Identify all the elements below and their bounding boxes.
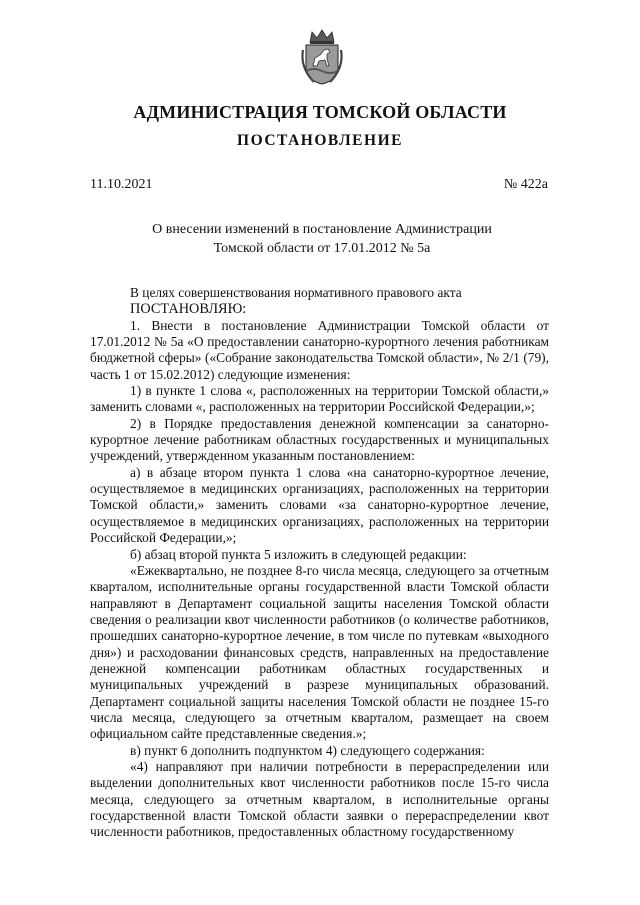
paragraph: 2) в Порядке предоставления денежной компенсации за санаторно-курортное лечение работникам областных государственных и муниципальных учреждений, утвержденном указанным постановлением:	[90, 415, 549, 464]
paragraph: 1. Внести в постановление Администрации Томской области от 17.01.2012 № 5а «О предоставлении санаторно-курортного лечения работникам бюджетной сферы» («Собрание законодательства Томской области», № 2/1 (79), часть 1 от 15.02.2012) следующие изменения:	[90, 317, 549, 382]
paragraph: а) в абзаце втором пункта 1 слова «на санаторно-курортное лечение, осуществляемое в медицинских организациях, расположенных на территории Томской области,» заменить словами «за санаторно-курортное лечение, осуществляемое в медицинских организациях, расположенных на территории Российской Федерации,»;	[90, 464, 549, 546]
paragraph: «4) направляют при наличии потребности в перераспределении или выделении дополнительных квот численности работников после 15-го числа месяца, следующего за отчетным кварталом, в исполнительные органы государственной власти Томской области заявки о перераспределении квот численности работников, предоставленных областному государственному	[90, 758, 549, 840]
organization-name: АДМИНИСТРАЦИЯ ТОМСКОЙ ОБЛАСТИ	[133, 102, 507, 122]
document-subject: О внесении изменений в постановление Администрации Томской области от 17.01.2012 № 5а	[152, 222, 492, 256]
resolve-heading: ПОСТАНОВЛЯЮ:	[130, 301, 247, 318]
preamble: В целях совершенствования нормативного правового акта	[130, 285, 462, 300]
paragraph: 1) в пункте 1 слова «, расположенных на территории Томской области,» заменить словами «, расположенных на территории Российской Федерации,»;	[90, 383, 549, 415]
paragraph: «Ежеквартально, не позднее 8-го числа месяца, следующего за отчетным кварталом, исполнительные органы государственной власти Томской области направляют в Департамент социальной защиты населения Томской области сведения о реализации квот численности работников (о количестве работников, прошедших санаторно-курортное лечение, в том числе по путевкам «выходного дня») и расходовании финансовых средств, направленных на предоставление денежной компенсации работникам областных государственных и муниципальных учреждений в разрезе муниципальных образований. Департамент социальной защиты населения Томской области не позднее 15-го числа месяца, следующего за отчетным кварталом, размещает на своем официальном сайте представленные сведения.»;	[90, 562, 549, 742]
paragraph: б) абзац второй пункта 5 изложить в следующей редакции:	[130, 546, 467, 562]
paragraph: в) пункт 6 дополнить подпунктом 4) следующего содержания:	[130, 742, 485, 758]
document-number: № 422а	[503, 177, 548, 192]
document-type: ПОСТАНОВЛЕНИЕ	[237, 132, 403, 149]
document-date: 11.10.2021	[90, 177, 153, 192]
tomsk-coat-of-arms-icon	[300, 28, 344, 86]
document-body	[90, 285, 549, 841]
